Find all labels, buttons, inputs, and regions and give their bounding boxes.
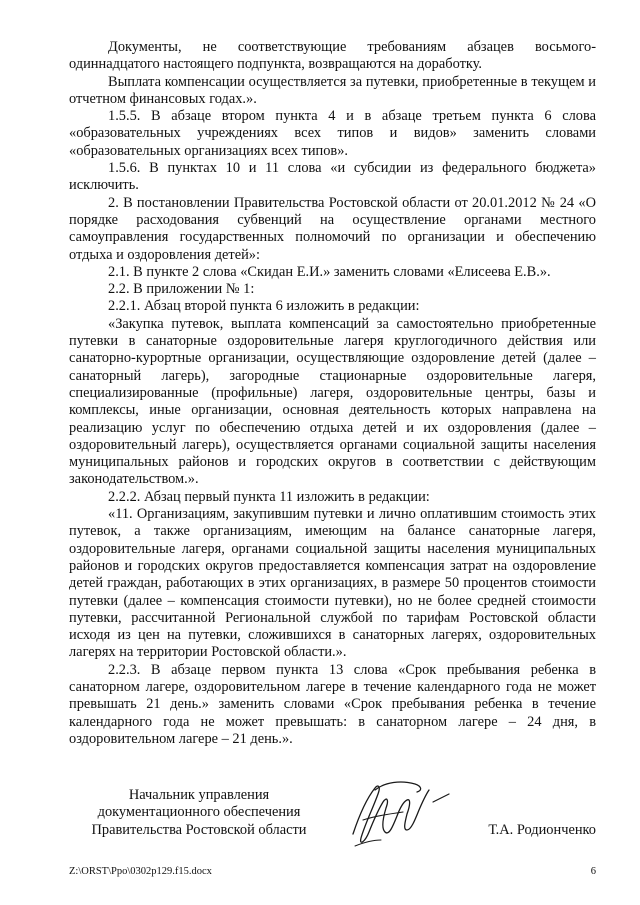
signatory-title — [69, 787, 329, 839]
paragraph-1-5-5: 1.5.5. В абзаце втором пункта 4 и в абзаце третьем пункта 6 слова «образовательных учреждениях всех типов и видов» заменить словами «образовательных организациях всех типов». — [69, 108, 596, 159]
paragraph-point-11: «11. Организациям, закупившим путевки и лично оплатившим стоимость этих путевок, а также организациям, имеющим на балансе санаторные лагеря, оздоровительные лагеря, органами социальной защиты населения муниципальных районов и городских округов предоставляется компенсация затрат на оздоровление детей граждан, работающих в этих организациях, в размере 50 процентов стоимости путевки (далее – компенсация стоимости путевки), но не более средней стоимости путевки, рассчитанной Региональной службой по тарифам Ростовской области исходя из цен на путевки, сложившихся в санаторных лагерях, оздоровительных лагерях на территории Ростовской области.». — [69, 506, 596, 661]
paragraph-1-5-6: 1.5.6. В пунктах 10 и 11 слова «и субсидии из федерального бюджета» исключить. — [69, 160, 596, 194]
paragraph-voucher-purchase: «Закупка путевок, выплата компенсаций за самостоятельно приобретенные путевки в санаторные оздоровительные лагеря круглогодичного действия или санаторно-курортные организации, осуществляющие оздоровление детей (далее – санаторный лагерь), загородные стационарные оздоровительные лагеря, специализированные (профильные) лагеря, оздоровительные центры, базы и комплексы, иные организации, основная деятельность которых направлена на реализацию услуг по обеспечению отдыха детей и их оздоровления (далее – оздоровительный лагерь), осуществляется органами социальной защиты населения муниципальных районов и городских округов в соответствии с действующим законодательством.». — [69, 315, 596, 488]
signatory-title-line: Начальник управления — [128, 787, 270, 803]
paragraph-2-2: 2.2. В приложении № 1: — [108, 281, 255, 298]
paragraph-payment-period: Выплата компенсации осуществляется за путевки, приобретенные в текущем и отчетном финансовых годах.». — [69, 73, 596, 107]
document-body — [69, 39, 596, 748]
paragraph-2-2-1: 2.2.1. Абзац второй пункта 6 изложить в редакции: — [108, 298, 420, 315]
paragraph-2-1: 2.1. В пункте 2 слова «Скидан Е.И.» заменить словами «Елисеева Е.В.». — [108, 263, 551, 280]
paragraph-documents-return: Документы, не соответствующие требованиям абзацев восьмого-одиннадцатого настоящего подпункта, возвращаются на доработку. — [69, 39, 596, 73]
paragraph-2-2-3: 2.2.3. В абзаце первом пункта 13 слова «Срок пребывания ребенка в санаторном лагере, оздоровительном лагере в течение календарного года не может превышать 21 день.» заменить словами «Срок пребывания ребенка в течение календарного года не может превышать: в санаторном лагере – 24 дня, в оздоровительном лагере – 21 день.». — [69, 661, 596, 747]
paragraph-2: 2. В постановлении Правительства Ростовской области от 20.01.2012 № 24 «О порядке расходования субвенций на осуществление органами местного самоуправления государственных полномочий по организации и обеспечению отдыха и оздоровления детей»: — [69, 194, 596, 263]
signatory-title-line: документационного обеспечения — [97, 804, 301, 821]
footer-page-number: 6 — [590, 866, 596, 877]
signatory-title-line: Правительства Ростовской области — [91, 821, 307, 838]
footer-file-path: Z:\ORST\Ppo\0302p129.f15.docx — [69, 866, 212, 877]
handwritten-signature — [345, 776, 455, 854]
signatory-name: Т.А. Родионченко — [488, 822, 596, 838]
paragraph-2-2-2: 2.2.2. Абзац первый пункта 11 изложить в редакции: — [108, 488, 430, 505]
